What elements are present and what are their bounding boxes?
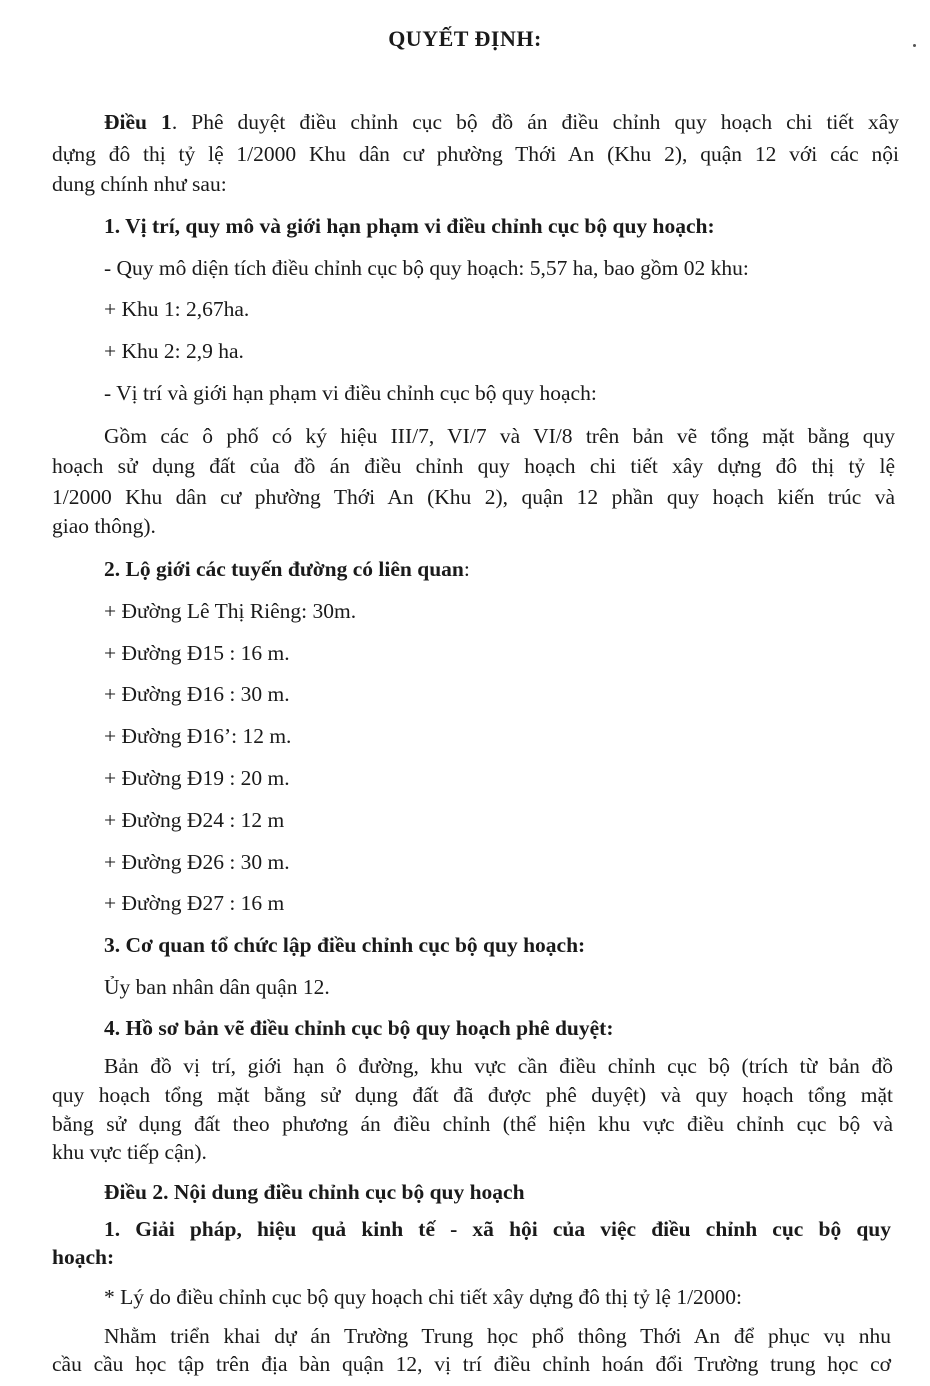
dieu1-intro-line1 bbox=[104, 108, 899, 136]
section1-heading: 1. Vị trí, quy mô và giới hạn phạm vi điều chỉnh cục bộ quy hoạch: bbox=[104, 214, 715, 238]
section1-paragraph-line2: hoạch sử dụng đất của đồ án điều chỉnh quy hoạch chi tiết xây dựng đô thị tỷ lệ bbox=[52, 454, 895, 478]
dieu2-heading: Điều 2. Nội dung điều chỉnh cục bộ quy hoạch bbox=[104, 1180, 525, 1204]
section1-location: - Vị trí và giới hạn phạm vi điều chỉnh cục bộ quy hoạch: bbox=[104, 381, 597, 405]
road-item: + Đường Đ15 : 16 m. bbox=[104, 641, 290, 665]
section4-heading: 4. Hồ sơ bản vẽ điều chỉnh cục bộ quy hoạch phê duyệt: bbox=[104, 1016, 614, 1040]
section1-paragraph-line3: 1/2000 Khu dân cư phường Thới An (Khu 2), quận 12 phần quy hoạch kiến trúc và bbox=[52, 485, 895, 509]
section3-text: Ủy ban nhân dân quận 12. bbox=[104, 975, 330, 999]
dieu1-label: Điều 1 bbox=[104, 110, 172, 134]
dieu2-section1-heading-line2: hoạch: bbox=[52, 1245, 115, 1269]
section1-scale: - Quy mô diện tích điều chỉnh cục bộ quy hoạch: 5,57 ha, bao gồm 02 khu: bbox=[104, 256, 749, 280]
road-item: + Đường Đ16’: 12 m. bbox=[104, 724, 292, 748]
section3-heading: 3. Cơ quan tổ chức lập điều chỉnh cục bộ quy hoạch: bbox=[104, 933, 586, 957]
section2-heading: 2. Lộ giới các tuyến đường có liên quan bbox=[104, 557, 464, 581]
scan-speck bbox=[913, 44, 916, 47]
road-item: + Đường Đ26 : 30 m. bbox=[104, 850, 290, 874]
section2-heading-line bbox=[104, 555, 470, 583]
road-item: + Đường Đ16 : 30 m. bbox=[104, 682, 290, 706]
dieu2-paragraph-line2: cầu cầu học tập trên địa bàn quận 12, vị trí điều chỉnh hoán đổi Trường trung học cơ bbox=[52, 1352, 891, 1376]
dieu2-paragraph-line1: Nhằm triển khai dự án Trường Trung học phổ thông Thới An để phục vụ nhu bbox=[104, 1324, 891, 1348]
road-item: + Đường Đ19 : 20 m. bbox=[104, 766, 290, 790]
section1-khu1: + Khu 1: 2,67ha. bbox=[104, 297, 250, 321]
road-item: + Đường Đ24 : 12 m bbox=[104, 808, 285, 832]
document-title: QUYẾT ĐỊNH: bbox=[388, 26, 542, 51]
road-item: + Đường Đ27 : 16 m bbox=[104, 891, 285, 915]
dieu1-intro-line3: dung chính như sau: bbox=[52, 172, 227, 196]
section1-paragraph-line4: giao thông). bbox=[52, 514, 156, 538]
section4-line4: khu vực tiếp cận). bbox=[52, 1140, 207, 1164]
road-item: + Đường Lê Thị Riêng: 30m. bbox=[104, 599, 357, 623]
section1-khu2: + Khu 2: 2,9 ha. bbox=[104, 339, 244, 363]
section4-line2: quy hoạch tổng mặt bằng sử dụng đất đã được phê duyệt) và quy hoạch tổng mặt bbox=[52, 1083, 893, 1107]
section1-paragraph-line1: Gồm các ô phố có ký hiệu III/7, VI/7 và VI/8 trên bản vẽ tổng mặt bằng quy bbox=[104, 424, 895, 448]
dieu1-intro-text: . Phê duyệt điều chỉnh cục bộ đồ án điều chỉnh quy hoạch chi tiết xây bbox=[171, 110, 900, 134]
section4-line1: Bản đồ vị trí, giới hạn ô đường, khu vực cần điều chỉnh cục bộ (trích từ bản đồ bbox=[104, 1054, 893, 1078]
section4-line3: bằng sử dụng đất theo phương án điều chỉnh (thể hiện khu vực điều chỉnh cục bộ và bbox=[52, 1112, 893, 1136]
dieu2-reason: * Lý do điều chỉnh cục bộ quy hoạch chi tiết xây dựng đô thị tỷ lệ 1/2000: bbox=[104, 1285, 743, 1309]
section2-colon: : bbox=[463, 557, 470, 581]
dieu1-intro-line2: dựng đô thị tỷ lệ 1/2000 Khu dân cư phường Thới An (Khu 2), quận 12 với các nội bbox=[52, 142, 899, 166]
dieu2-section1-heading-line1: 1. Giải pháp, hiệu quả kinh tế - xã hội của việc điều chỉnh cục bộ quy bbox=[104, 1217, 891, 1241]
